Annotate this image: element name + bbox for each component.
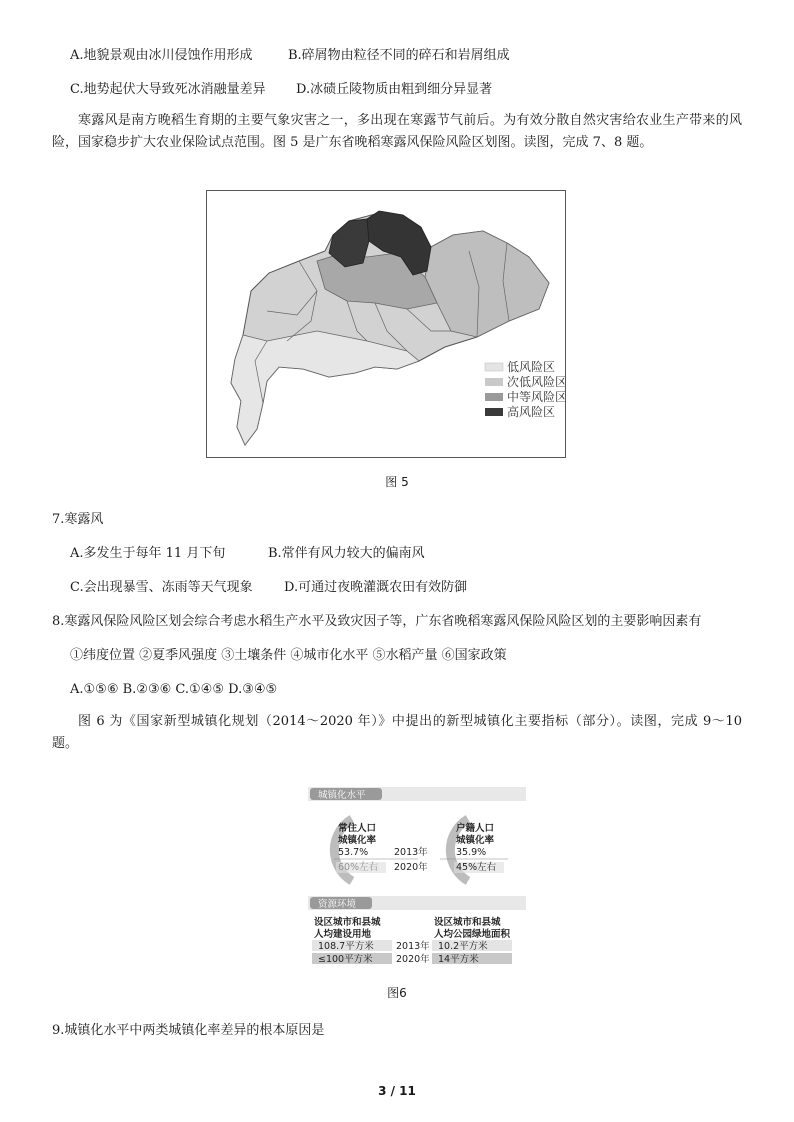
figure5-legend — [485, 360, 565, 419]
right-2020-value: 45%左右 — [456, 862, 497, 873]
year-2013-label-bottom: 2013年 — [396, 941, 430, 952]
q7-option-a: A.多发生于每年 11 月下旬 — [70, 546, 226, 561]
legend-label-medium: 中等风险区 — [507, 390, 565, 404]
q6-option-d: D.冰碛丘陵物质由粗到细分异显著 — [296, 82, 493, 97]
q7-stem: 7.寒露风 — [52, 512, 104, 527]
intro-9-10: 图 6 为《国家新型城镇化规划（2014～2020 年）》中提出的新型城镇化主要指标（部分）。读图，完成 9～10 题。 — [52, 714, 742, 751]
figure6-infographic — [308, 787, 526, 977]
low-risk-south — [231, 331, 419, 445]
right-2013-value: 35.9% — [456, 847, 487, 858]
intro-7-8: 寒露风是南方晚稻生育期的主要气象灾害之一，多出现在寒露节气前后。为有效分散自然灾害给农业生产带来的风险，国家稳步扩大农业保险试点范围。图 5 是广东省晚稻寒露风保险风险区划图。读图，完成 7、8 题。 — [52, 113, 742, 150]
year-2013-label: 2013年 — [394, 847, 428, 858]
guangdong-risk-map — [207, 191, 565, 457]
section2-title: 资源环境 — [318, 899, 357, 910]
q6-option-c: C.地势起伏大导致死冰消融量差异 — [70, 82, 266, 97]
right-label-2: 城镇化率 — [456, 835, 495, 846]
br-2013-value: 10.2平方米 — [438, 941, 488, 952]
br-label-1: 设区城市和县城 — [434, 917, 501, 928]
q7-option-c: C.会出现暴雪、冻雨等天气现象 — [70, 580, 253, 595]
figure6-caption: 图6 — [387, 986, 407, 1000]
q6-option-b: B.碎屑物由粒径不同的碎石和岩屑组成 — [288, 48, 510, 63]
br-2020-value: 14平方米 — [438, 954, 479, 965]
legend-label-sublow: 次低风险区 — [507, 375, 565, 389]
page-number: 3 / 11 — [378, 1084, 416, 1098]
bl-label-2: 人均建设用地 — [314, 929, 372, 940]
section1-title: 城镇化水平 — [318, 790, 366, 801]
q6-options-row1 — [70, 47, 510, 65]
year-2020-label: 2020年 — [394, 862, 428, 873]
q9-stem: 9.城镇化水平中两类城镇化率差异的根本原因是 — [52, 1023, 325, 1038]
q6-options-row2 — [70, 81, 492, 99]
figure5-caption: 图 5 — [385, 475, 409, 489]
left-label-1: 常住人口 — [338, 823, 377, 834]
bl-2020-value: ≤100平方米 — [318, 954, 373, 965]
urbanization-indicators — [308, 787, 526, 977]
right-label-1: 户籍人口 — [456, 823, 495, 834]
q8-stem: 8.寒露风保险风险区划会综合考虑水稻生产水平及致灾因子等，广东省晚稻寒露风保险风险区划的主要影响因素有 — [52, 614, 702, 629]
bl-2013-value: 108.7平方米 — [318, 941, 374, 952]
legend-swatch-high — [485, 408, 503, 416]
q7-option-b: B.常伴有风力较大的偏南风 — [268, 546, 425, 561]
left-label-2: 城镇化率 — [338, 835, 377, 846]
q7-option-d: D.可通过夜晚灌溉农田有效防御 — [284, 580, 468, 595]
legend-label-high: 高风险区 — [507, 405, 556, 419]
legend-label-low: 低风险区 — [507, 360, 556, 374]
figure5-map — [206, 190, 566, 458]
q7-options-row1 — [70, 545, 425, 563]
q7-options-row2 — [70, 579, 467, 597]
left-2020-box — [336, 862, 386, 873]
q8-factors: ①纬度位置 ②夏季风强度 ③土壤条件 ④城市化水平 ⑤水稻产量 ⑥国家政策 — [70, 648, 507, 663]
legend-swatch-sublow — [485, 378, 503, 386]
br-label-2: 人均公园绿地面积 — [434, 929, 511, 940]
year-2020-label-bottom: 2020年 — [396, 954, 430, 965]
legend-swatch-medium — [485, 393, 503, 401]
legend-swatch-low — [485, 363, 503, 371]
q8-options: A.①⑤⑥ B.②③⑥ C.①④⑤ D.③④⑤ — [70, 682, 278, 697]
q6-option-a: A.地貌景观由冰川侵蚀作用形成 — [70, 48, 253, 63]
bl-label-1: 设区城市和县城 — [314, 917, 381, 928]
left-2013-value: 53.7% — [338, 847, 369, 858]
